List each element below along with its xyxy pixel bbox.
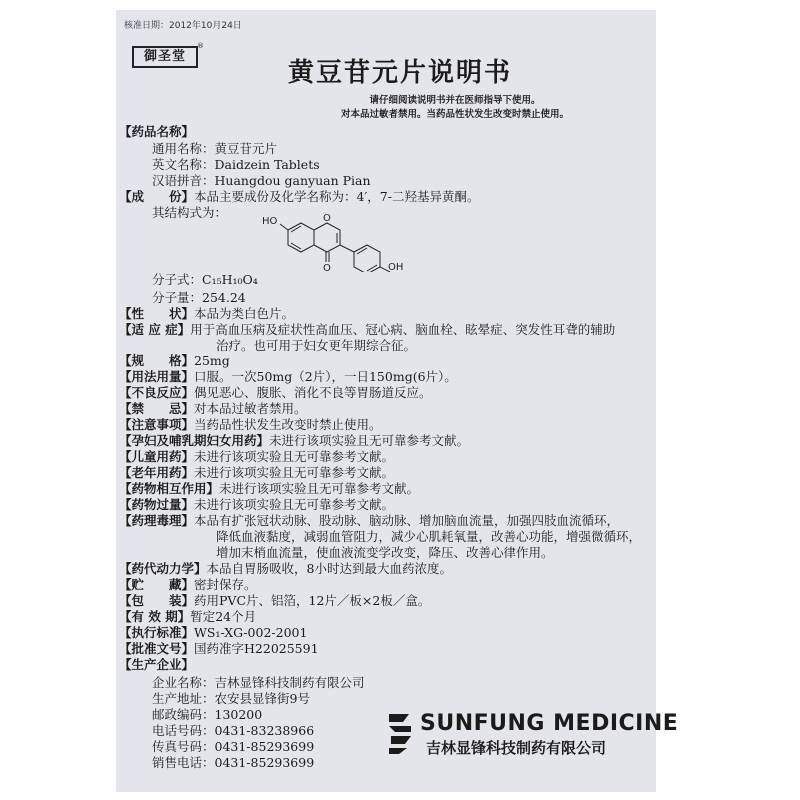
section-overdose: [119, 497, 394, 512]
section-pediatric: [119, 449, 394, 464]
company-name: 企业名称：吉林显锋科技制药有限公司: [152, 675, 365, 690]
section-dosage: [119, 369, 457, 384]
section-heading: 【性 状】: [119, 306, 195, 321]
section-text: 未进行该项实验且无可靠参考文献。: [194, 449, 395, 464]
section-pharmacology-cont2: 增加末梢血流量，使血液流变学改变，降压、改善心律作用。: [216, 545, 554, 560]
section-heading: 【老年用药】: [119, 465, 195, 480]
revision-date: 核准日期：2012年10月24日: [124, 21, 242, 31]
section-text: 用于高血压病及症状性高血压、冠心病、脑血栓、眩晕症、突发性耳聋的辅助: [190, 322, 616, 337]
section-heading: 【用法用量】: [119, 369, 195, 384]
hydroxyl-label-left: HO: [262, 216, 278, 227]
section-text: 当药品性状发生改变时禁止使用。: [194, 417, 382, 432]
page-title: 黄豆苷元片说明书: [287, 58, 512, 88]
hydroxyl-label-right: OH: [388, 262, 404, 272]
brand-logo: 御圣堂: [132, 46, 198, 68]
sunfung-logo-icon: [385, 712, 415, 758]
section-text: 口服。一次50mg（2片），一日150mg(6片）。: [194, 369, 457, 384]
structural-formula: [262, 206, 442, 276]
section-geriatric: [119, 465, 394, 480]
section-heading: 【包 装】: [119, 593, 195, 608]
section-pharmacokinetics: [119, 561, 452, 576]
sales-phone: 销售电话：0431-85293699: [152, 755, 315, 770]
section-heading: 【执行标准】: [119, 625, 195, 640]
generic-name: 通用名称：黄豆苷元片: [152, 141, 278, 156]
molecular-weight: 分子量：254.24: [152, 290, 246, 305]
section-precautions: [119, 417, 382, 432]
brand-name-chinese: 吉林显锋科技制药有限公司: [426, 739, 607, 757]
section-pharmacology: [119, 513, 619, 528]
section-heading: 【禁 忌】: [119, 401, 195, 416]
postcode: 邮政编码：130200: [152, 707, 263, 722]
section-heading: 【适 应 症】: [119, 322, 191, 337]
section-heading: 【有 效 期】: [119, 609, 191, 624]
section-approval: [119, 641, 319, 656]
section-heading: 【儿童用药】: [119, 449, 195, 464]
english-name: 英文名称：Daidzein Tablets: [152, 157, 320, 172]
composition-text: 本品主要成份及化学名称为：4′，7-二羟基异黄酮。: [194, 189, 480, 204]
section-heading: 【规 格】: [119, 353, 195, 368]
section-text: 未进行该项实验且无可靠参考文献。: [269, 433, 470, 448]
section-text: 本品有扩张冠状动脉、股动脉、脑动脉、增加脑血流量，加强四肢血流循环，: [194, 513, 620, 528]
section-validity: [119, 609, 256, 624]
fax-number: 传真号码：0431-85293699: [152, 739, 315, 754]
usage-notice: 请仔细阅读说明书并在医师指导下使用。: [369, 95, 541, 106]
section-text: 药用PVC片、铝箔，12片／板×2板／盒。: [194, 593, 431, 608]
allergy-notice: 对本品过敏者禁用。当药品性状发生改变时禁止使用。: [340, 109, 569, 120]
section-text: WS₁-XG-002-2001: [194, 625, 308, 640]
section-indications-cont: 治疗。也可用于妇女更年期综合征。: [216, 338, 417, 353]
composition-row: [119, 189, 479, 204]
section-contraindications: [119, 401, 307, 416]
manufacturer-heading: 【生产企业】: [119, 657, 195, 672]
section-text: 本品自胃肠吸收，8小时达到最大血药浓度。: [206, 561, 452, 576]
section-heading: 【批准文号】: [119, 641, 195, 656]
company-address: 生产地址：农安县显锋街9号: [152, 691, 310, 706]
carbonyl-oxygen-label: O: [323, 263, 331, 272]
section-text: 本品为类白色片。: [194, 306, 295, 321]
section-heading: 【药物过量】: [119, 497, 195, 512]
section-storage: [119, 577, 257, 592]
section-text: 未进行该项实验且无可靠参考文献。: [219, 481, 420, 496]
registered-mark: ®: [197, 42, 204, 50]
section-text: 对本品过敏者禁用。: [194, 401, 307, 416]
drug-name-heading: 【药品名称】: [119, 124, 195, 139]
section-text: 未进行该项实验且无可靠参考文献。: [194, 465, 395, 480]
phone-number: 电话号码：0431-83238966: [152, 723, 315, 738]
section-interactions: [119, 481, 419, 496]
section-indications: [119, 322, 615, 337]
composition-heading: 【成 份】: [119, 189, 195, 204]
brand-name-english: SUNFUNG MEDICINE: [420, 711, 679, 736]
section-text: 未进行该项实验且无可靠参考文献。: [194, 497, 395, 512]
section-heading: 【药物相互作用】: [119, 481, 220, 496]
ring-oxygen-label: O: [323, 213, 331, 224]
section-heading: 【不良反应】: [119, 385, 195, 400]
section-adverse-reactions: [119, 385, 432, 400]
section-standard: [119, 625, 307, 640]
pinyin-name: 汉语拼音：Huangdou ganyuan Pian: [152, 173, 371, 188]
section-packaging: [119, 593, 430, 608]
section-heading: 【贮 藏】: [119, 577, 195, 592]
section-heading: 【药理毒理】: [119, 513, 195, 528]
section-appearance: [119, 306, 294, 321]
section-pharmacology-cont1: 降低血液黏度，减弱血管阻力，减少心肌耗氧量，改善心功能，增强微循环，: [216, 529, 642, 544]
section-specification: [119, 353, 230, 368]
section-heading: 【药代动力学】: [119, 561, 207, 576]
section-pregnancy: [119, 433, 469, 448]
section-text: 暂定24个月: [190, 609, 257, 624]
molecular-formula: 分子式：C₁₅H₁₀O₄: [152, 272, 258, 287]
section-text: 国药准字H22025591: [194, 641, 319, 656]
section-heading: 【孕妇及哺乳期妇女用药】: [119, 433, 270, 448]
section-text: 25mg: [194, 353, 230, 368]
section-heading: 【注意事项】: [119, 417, 195, 432]
section-text: 偶见恶心、腹胀、消化不良等胃肠道反应。: [194, 385, 432, 400]
structure-label: 其结构式为：: [152, 205, 228, 220]
section-text: 密封保存。: [194, 577, 257, 592]
